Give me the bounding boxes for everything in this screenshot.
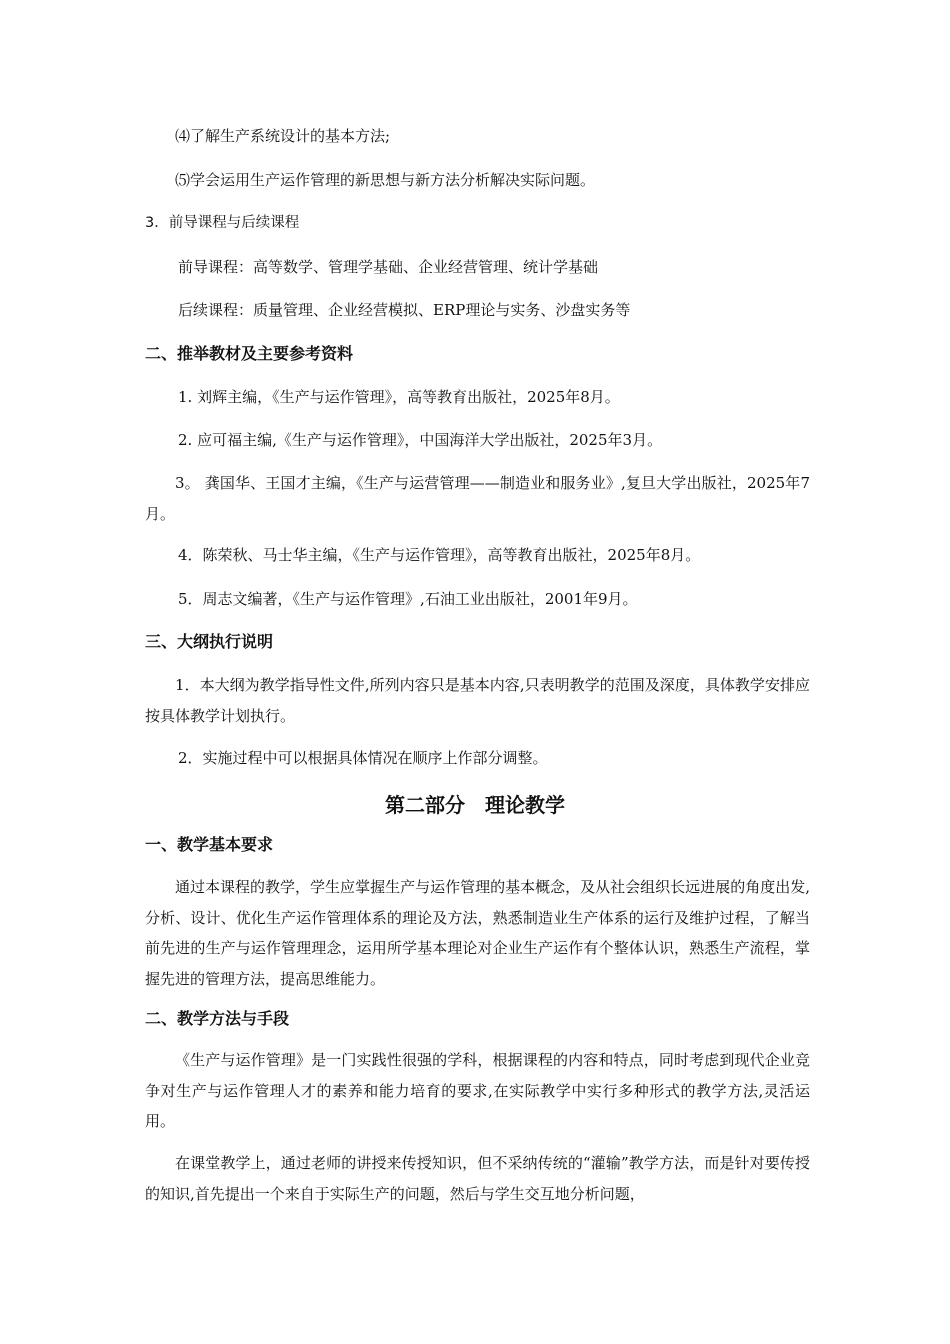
prior-courses: 前导课程：高等数学、管理学基础、企业经营管理、统计学基础 <box>178 258 599 276</box>
requirements-paragraph: 通过本课程的教学，学生应掌握生产与运作管理的基本概念，及从社会组织长远进展的角度出发,分析、设计、优化生产运作管理体系的理论及方法，熟悉制造业生产体系的运行及维护过程，了解当前先进的生产与运作管理理念，运用所学基本理论对企业生产运作有个整体认识，熟悉生产流程，掌握先进的管理方法，提高思维能力。 <box>145 878 810 988</box>
requirements-heading: 一、教学基本要求 <box>145 835 274 854</box>
textbook-item: 5．周志文编著，《生产与运作管理》,石油工业出版社，2001年9月。 <box>178 590 638 608</box>
methods-paragraph: 在课堂教学上，通过老师的讲授来传授知识，但不采纳传统的“灌输”教学方法，而是针对要传授的知识,首先提出一个来自于实际生产的问题，然后与学生交互地分析问题， <box>145 1154 810 1203</box>
objective-item-4: ⑷了解生产系统设计的基本方法; <box>175 127 391 145</box>
textbook-item: 1. 刘辉主编，《生产与运作管理》，高等教育出版社，2025年8月。 <box>178 388 620 406</box>
methods-paragraph: 《生产与运作管理》是一门实践性很强的学科，根据课程的内容和特点，同时考虑到现代企业竞争对生产与运作管理人才的素养和能力培育的要求,在实际教学中实行多种形式的教学方法,灵活运用。 <box>145 1051 810 1130</box>
execution-heading: 三、大纲执行说明 <box>145 632 274 651</box>
execution-item: 2．实施过程中可以根据具体情况在顺序上作部分调整。 <box>178 749 548 767</box>
objective-item-5: ⑸学会运用生产运作管理的新思想与新方法分析解决实际问题。 <box>175 171 596 189</box>
textbooks-heading: 二、推举教材及主要参考资料 <box>145 344 354 363</box>
textbook-item: 4．陈荣秋、马士华主编，《生产与运作管理》，高等教育出版社，2025年8月。 <box>178 546 701 564</box>
part-title: 第二部分 理论教学 <box>385 793 565 817</box>
follow-up-courses: 后续课程：质量管理、企业经营模拟、ERP理论与实务、沙盘实务等 <box>178 301 631 319</box>
textbook-item: 2. 应可福主编,《生产与运作管理》，中国海洋大学出版社，2025年3月。 <box>178 431 663 449</box>
textbook-item: 3。 龚国华、王国才主编，《生产与运营管理——制造业和服务业》,复旦大学出版社，2025年7月。 <box>145 474 810 523</box>
prerequisites-heading: 3．前导课程与后续课程 <box>145 215 300 231</box>
methods-heading: 二、教学方法与手段 <box>145 1009 290 1028</box>
execution-item: 1．本大纲为教学指导性文件,所列内容只是基本内容,只表明教学的范围及深度，具体教学安排应按具体教学计划执行。 <box>145 676 810 725</box>
